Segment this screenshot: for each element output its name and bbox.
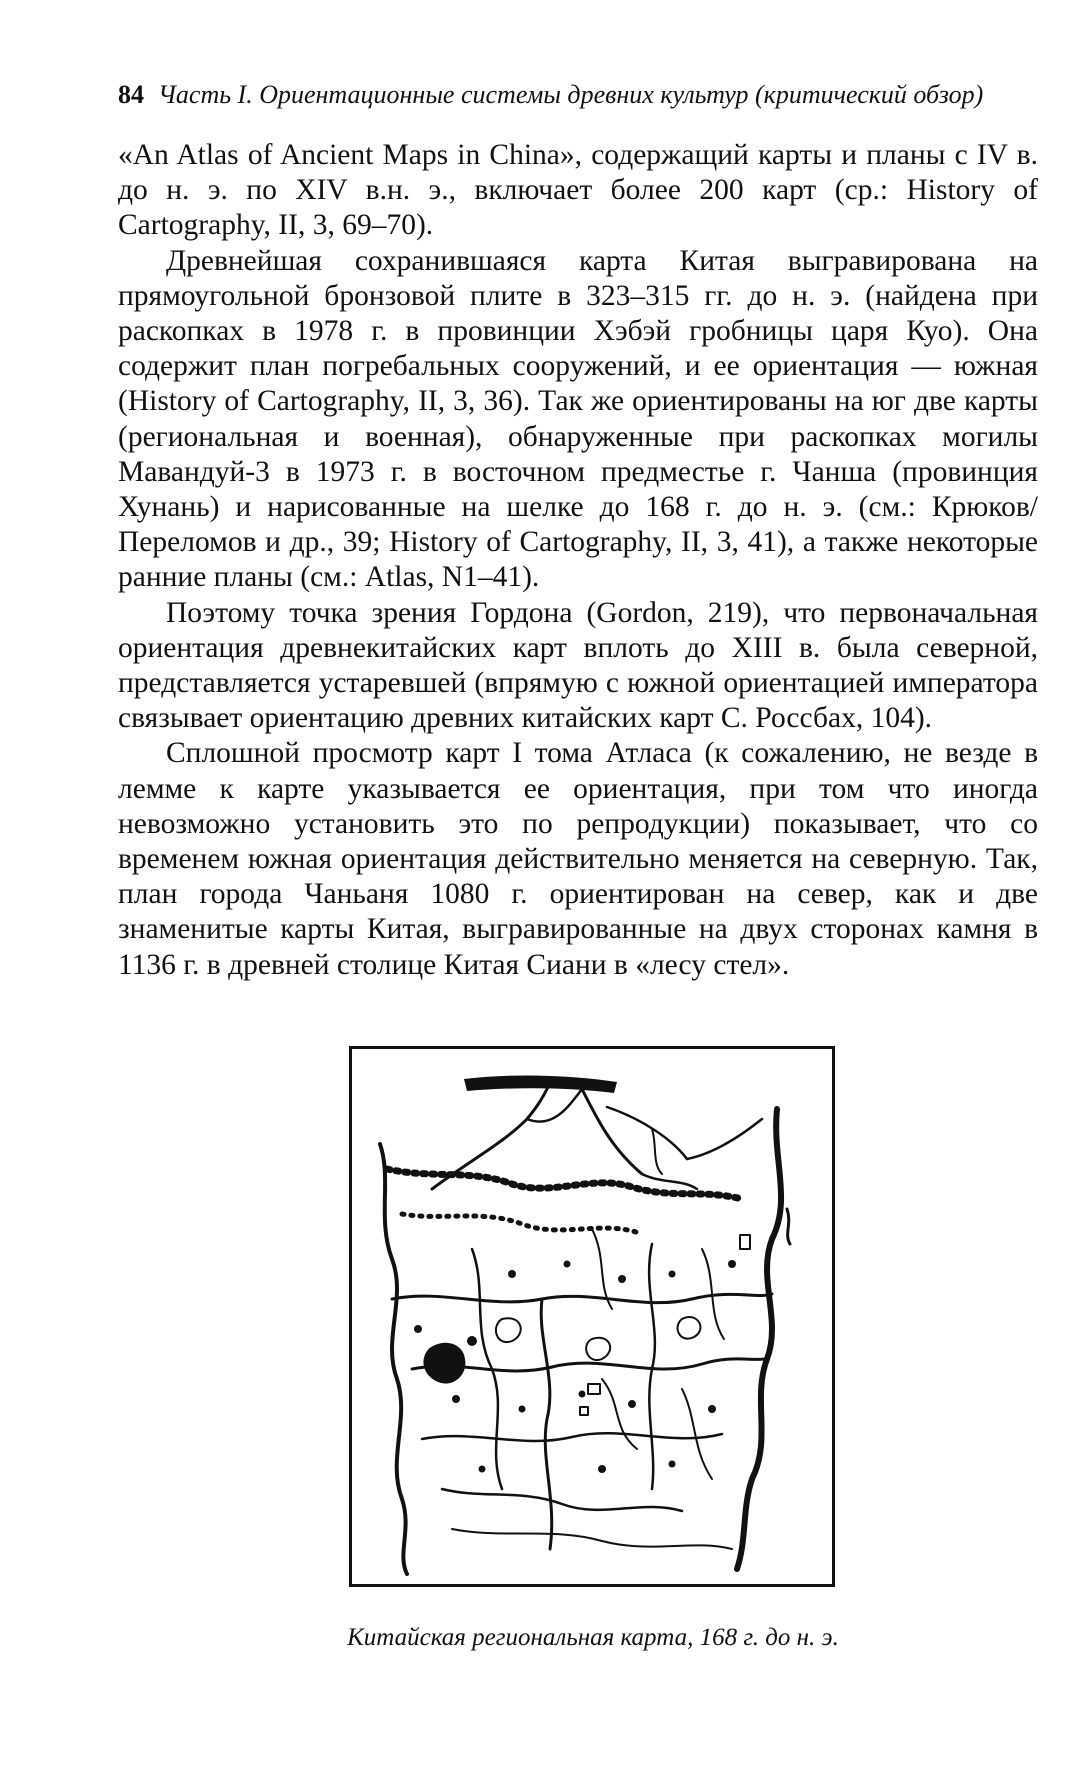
running-title: Часть I. Ориентационные системы древних культур (критический обзор) bbox=[158, 80, 984, 109]
paragraph-3: Поэтому точка зрения Гордона (Gordon, 219), что первоначальная ориентация древнекитайских карт вплоть до XIII в. была северной, представляется устаревшей (впрямую с южной ориентацией императора связывает ориентацию древних китайских карт С. Россбах, 104). bbox=[118, 596, 1038, 735]
paragraph-4: Сплошной просмотр карт I тома Атласа (к сожалению, не везде в лемме к карте указывается ее ориентация, при том что иногда невозможно установить это по репродукции) показывает, что со временем южная ориентация действительно меняется на северную. Так, план города Чаньаня 1080 г. ориентирован на север, как и две знаменитые карты Китая, выгравированные на двух сторонах камня в 1136 г. в древней столице Китая Сиани в «лесу стел». bbox=[118, 737, 1038, 981]
page-number: 84 bbox=[118, 80, 144, 109]
map-figure bbox=[349, 1046, 835, 1587]
paragraph-1: «An Atlas of Ancient Maps in China», содержащий карты и планы с IV в. до н. э. по XIV в.н. э., включает более 200 карт (ср.: History of Cartography, II, 3, 69–70). bbox=[118, 139, 1038, 242]
figure-caption: Китайская региональная карта, 168 г. до н. э. bbox=[347, 1624, 839, 1651]
regional-map-drawing bbox=[352, 1049, 832, 1584]
paragraph-2: Древнейшая сохранившаяся карта Китая выгравирована на прямоугольной бронзовой плите в 323–315 гг. до н. э. (найдена при раскопках в 1978 г. в провинции Хэбэй гробницы царя Куо). Она содержит план погребальных сооружений, и ее ориентация — южная (History of Cartography, II, 3, 36). Так же ориентированы на юг две карты (региональная и военная), обнаруженные при раскопках могилы Мавандуй-3 в 1973 г. в восточном предместье г. Чанша (провинция Хунань) и нарисованные на шелке до 168 г. до н. э. (см.: Крюков/Переломов и др., 39; History of Cartography, II, 3, 41), а также некоторые ранние планы (см.: Atlas, N1–41). bbox=[118, 244, 1038, 594]
page-header bbox=[118, 78, 1028, 112]
body-text bbox=[118, 138, 1038, 983]
